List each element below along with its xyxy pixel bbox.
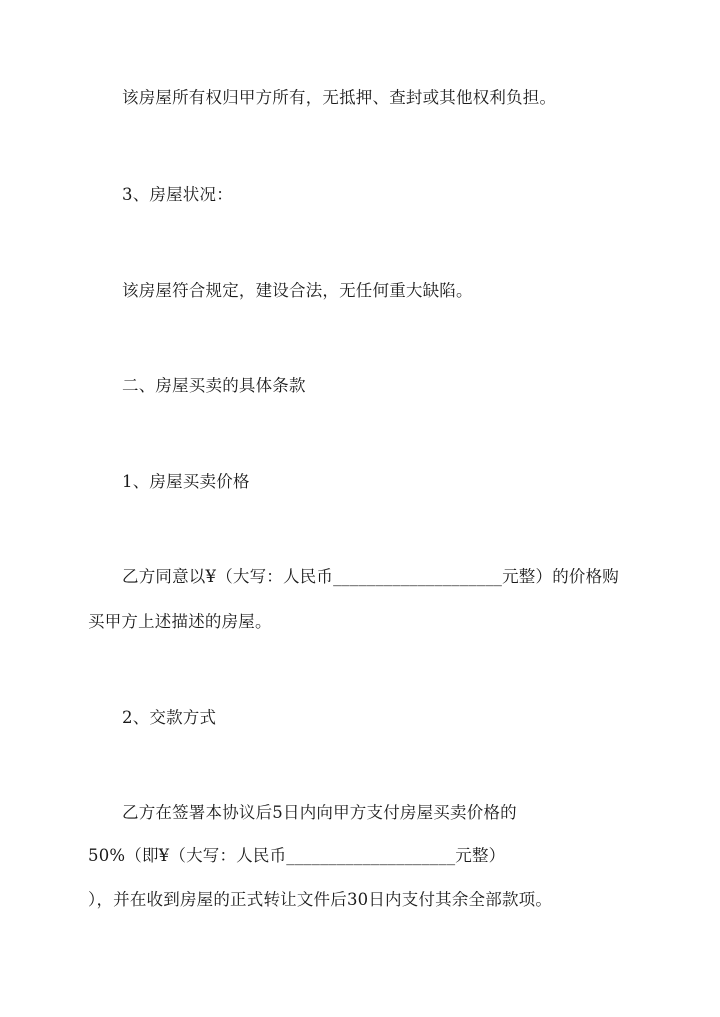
payment-paragraph-line-1: 乙方在签署本协议后5日内向甲方支付房屋买卖价格的 [122,803,517,822]
payment-paragraph-line-2: 50%（即¥（大写：人民币____________________元整） [88,846,506,865]
ownership-paragraph: 该房屋所有权归甲方所有，无抵押、查封或其他权利负担。 [122,88,557,107]
condition-paragraph: 该房屋符合规定，建设合法，无任何重大缺陷。 [122,281,473,300]
price-heading: 1、房屋买卖价格 [122,472,250,491]
payment-heading: 2、交款方式 [122,708,217,727]
price-paragraph-line-1: 乙方同意以¥（大写：人民币____________________元整）的价格购 [122,567,619,586]
section-two-heading: 二、房屋买卖的具体条款 [122,376,306,395]
condition-heading: 3、房屋状况： [122,185,233,204]
price-paragraph-line-2: 买甲方上述描述的房屋。 [88,612,272,631]
payment-paragraph-line-3: ），并在收到房屋的正式转让文件后30日内支付其余全部款项。 [88,890,553,909]
